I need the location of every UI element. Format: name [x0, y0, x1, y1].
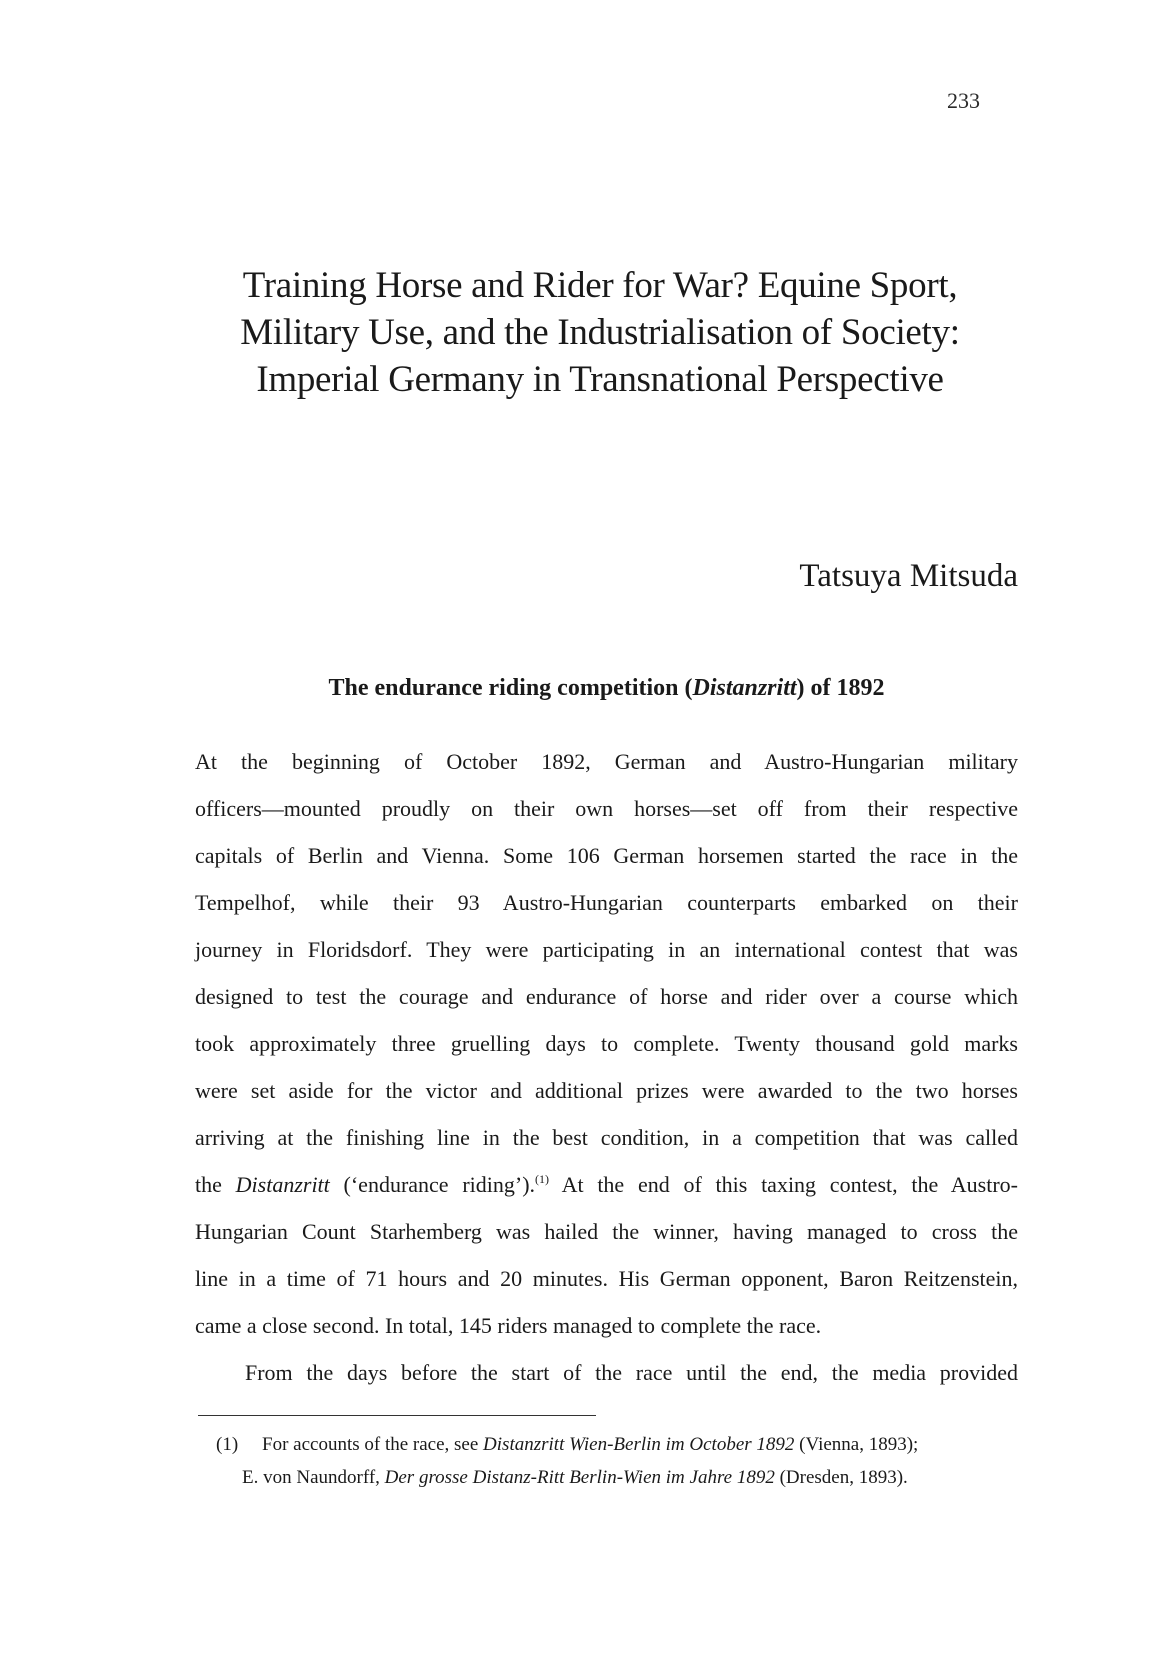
footnote — [198, 1428, 1018, 1494]
body-line: came a close second. In total, 145 riders managed to complete the race. — [195, 1313, 822, 1338]
title-line-1: Training Horse and Rider for War? Equine Sport, — [242, 265, 958, 306]
body-text-run: the — [195, 1172, 236, 1197]
footnote-text — [262, 1428, 918, 1461]
footnote-line-2 — [198, 1461, 1018, 1494]
body-line: arriving at the finishing line in the best condition, in a competition that was called — [195, 1125, 1018, 1150]
section-heading-pre: The endurance riding competition ( — [328, 675, 693, 701]
footnote-number: (1) — [216, 1434, 239, 1455]
body-line: took approximately three gruelling days to complete. Twenty thousand gold marks — [195, 1031, 1018, 1056]
body-line: line in a time of 71 hours and 20 minutes. His German opponent, Baron Reitzenstein, — [195, 1266, 1018, 1291]
body-text-run: At the end of this taxing contest, the Austro- — [549, 1172, 1018, 1197]
section-heading-italic: Distanzritt — [692, 675, 797, 701]
body-line-with-footnote — [195, 1161, 1018, 1208]
body-text-run: (‘endurance riding’). — [329, 1172, 536, 1197]
body-line: designed to test the courage and endurance of horse and rider over a course which — [195, 984, 1018, 1009]
title-line-3: Imperial Germany in Transnational Perspective — [256, 359, 944, 400]
footnote-italic-title: Distanzritt Wien-Berlin im October 1892 — [483, 1434, 795, 1455]
article-title — [150, 262, 1050, 403]
page-number: 233 — [947, 88, 980, 113]
body-line: capitals of Berlin and Vienna. Some 106 German horsemen started the race in the — [195, 843, 1018, 868]
footnote-italic-title: Der grosse Distanz-Ritt Berlin-Wien im Jahre 1892 — [384, 1467, 775, 1488]
footnote-text-run: (Dresden, 1893). — [774, 1467, 908, 1488]
footnote-text-run: (Vienna, 1893); — [794, 1434, 919, 1455]
section-heading — [195, 675, 1018, 702]
footnote-text-run: For accounts of the race, see — [262, 1434, 484, 1455]
body-line: were set aside for the victor and additional prizes were awarded to the two horses — [195, 1078, 1018, 1103]
body-line: officers—mounted proudly on their own horses—set off from their respective — [195, 796, 1018, 821]
footnote-reference: (1) — [535, 1172, 550, 1186]
footnote-divider — [198, 1415, 596, 1416]
author-name: Tatsuya Mitsuda — [799, 558, 1018, 594]
body-line: At the beginning of October 1892, German and Austro-Hungarian military — [195, 749, 1018, 774]
footnote-text-run: E. von Naundorff, — [242, 1467, 385, 1488]
footnote-line-1 — [198, 1428, 1018, 1461]
title-line-2: Military Use, and the Industrialisation of Society: — [240, 312, 960, 353]
section-heading-post: ) of 1892 — [796, 675, 885, 701]
body-text — [195, 738, 1018, 1396]
body-line: From the days before the start of the race until the end, the media provided — [245, 1360, 1018, 1385]
body-line: journey in Floridsdorf. They were participating in an international contest that was — [195, 937, 1018, 962]
italic-term: Distanzritt — [235, 1172, 330, 1197]
body-line: Tempelhof, while their 93 Austro-Hungarian counterparts embarked on their — [195, 890, 1018, 915]
body-line: Hungarian Count Starhemberg was hailed the winner, having managed to cross the — [195, 1219, 1018, 1244]
